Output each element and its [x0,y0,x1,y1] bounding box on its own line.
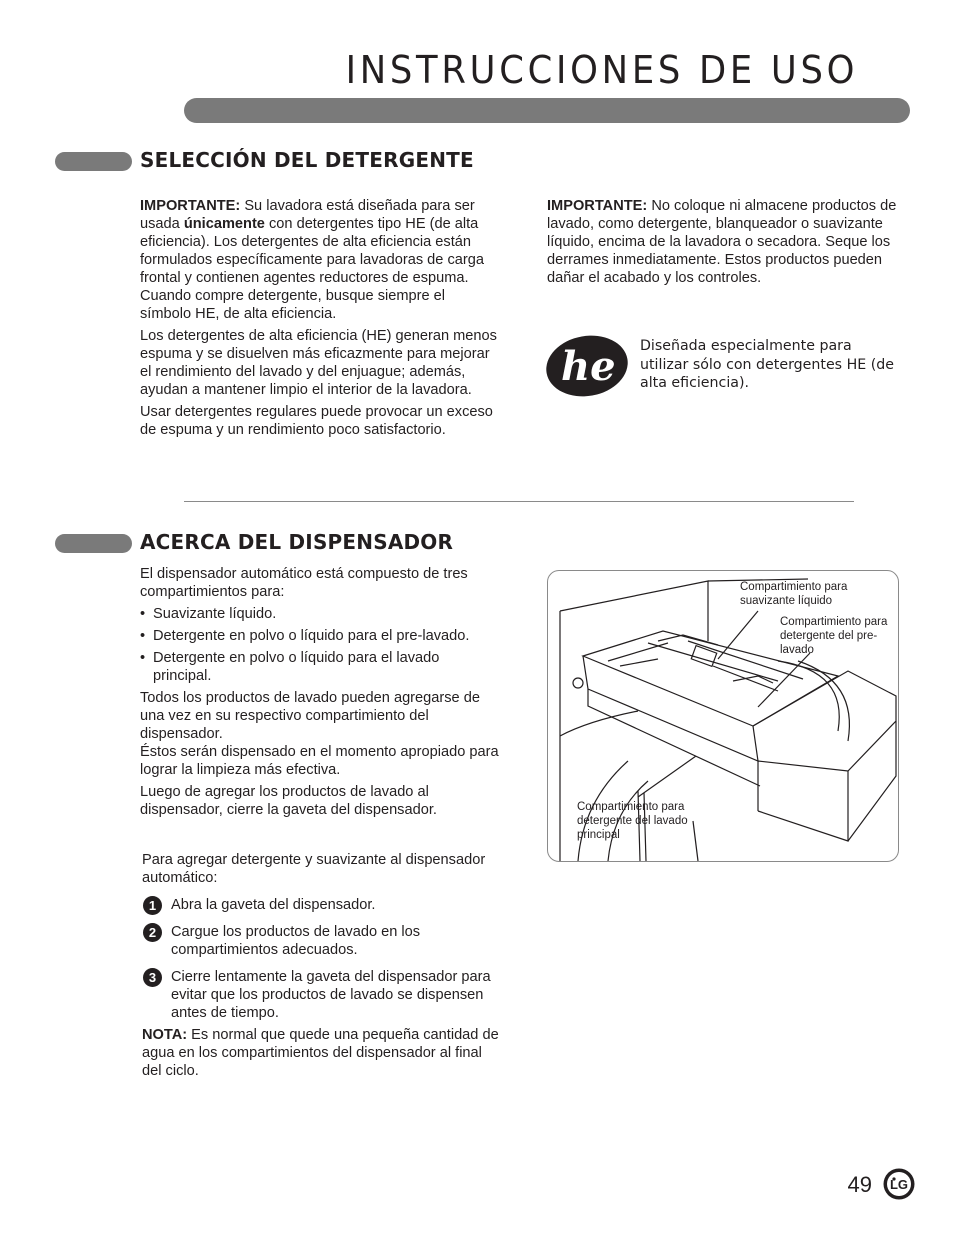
step-number-badge: 2 [143,923,162,942]
section-marker [55,534,132,553]
lg-logo-icon [883,1168,915,1200]
note-paragraph [142,1026,502,1080]
regular-detergent-paragraph: Usar detergentes regulares puede provocar un exceso de espuma y un rendimiento poco satisfactorio. [140,404,493,438]
page-number: 49 [847,1172,872,1197]
header-bar [184,98,910,123]
important-label: IMPORTANTE: [140,198,241,214]
section-heading-dispenser: ACERCA DEL DISPENSADOR [140,530,454,554]
dispenser-paragraph-timing: Éstos serán dispensado en el momento apropiado para lograr la limpieza más efectiva. [140,744,499,778]
dispenser-paragraph-close: Luego de agregar los productos de lavado al dispensador, cierre la gaveta del dispensador. [140,784,437,818]
he-logo-icon [545,333,631,399]
detergent-right-column [547,197,897,291]
he-benefits-paragraph: Los detergentes de alta eficiencia (HE) generan menos espuma y se disuelven más eficazmente para mejorar el rendimiento del lavado y del enjuague; además, ayudan a mantener limpio el interior de la lavadora. [140,328,497,398]
storage-warning-paragraph [547,197,897,287]
important-text-a: Su lavadora está diseñada para ser usada [140,198,475,232]
callout-prewash: Compartimiento para detergente del pre-lavado [780,616,888,656]
callout-softener: Compartimiento para suavizante líquido [740,581,848,607]
he-logo-text: he [561,343,616,390]
step-text: Abra la gaveta del dispensador. [171,897,376,913]
section-marker [55,152,132,171]
step-number-badge: 1 [143,896,162,915]
step-text: Cierre lentamente la gaveta del dispensador para evitar que los productos de lavado se dispensen antes de tiempo. [171,969,491,1021]
step-text: Cargue los productos de lavado en los compartimientos adecuados. [171,924,421,958]
note-label: NOTA: [142,1027,188,1043]
page-title: INSTRUCCIONES DE USO [345,48,858,92]
list-item: • Suavizante líquido. [140,605,500,623]
storage-warning-label: IMPORTANTE: [547,198,648,214]
section-heading-detergent: SELECCIÓN DEL DETERGENTE [140,148,474,172]
steps-intro: Para agregar detergente y suavizante al dispensador automático: [142,852,486,886]
detergent-left-column [140,197,500,443]
dispenser-illustration [547,570,899,862]
important-bold-word: únicamente [183,216,265,232]
list-item: • Detergente en polvo o líquido para el pre-lavado. [140,627,500,645]
dispenser-steps [142,851,502,1084]
lg-logo-text: LG [889,1177,909,1192]
important-text-b: con detergentes tipo HE (de alta eficiencia). Los detergentes de alta eficiencia están formulados específicamente para lavadoras de carga frontal y contienen agentes reductores de espuma. Cuando compre detergente, busque siempre el símbolo HE, de alta eficiencia. [140,216,484,322]
storage-warning-text: No coloque ni almacene productos de lavado, como detergente, blanqueador o suavizante líquido, encima de la lavadora o secadora. Seque los derrames inmediatamente. Estos productos pueden dañar el acabado y los controles. [547,198,897,286]
callout-main-wash: Compartimiento para detergente del lavado principal [577,801,688,841]
dispenser-intro: El dispensador automático está compuesto de tres compartimientos para: [140,566,468,600]
dispenser-text-column [140,565,500,823]
step-item [142,968,502,1022]
step-item [142,923,502,959]
note-text: Es normal que quede una pequeña cantidad de agua en los compartimientos del dispensador al final del ciclo. [142,1027,499,1079]
step-number-badge: 3 [143,968,162,987]
dispenser-paragraph-add: Todos los productos de lavado pueden agregarse de una vez en su respectivo compartimiento del dispensador. [140,690,480,742]
section-divider [184,501,854,502]
list-item: • Detergente en polvo o líquido para el lavado principal. [140,649,500,685]
step-item [142,896,502,914]
he-logo-caption: Diseñada especialmente para utilizar sólo con detergentes HE (de alta eficiencia). [640,338,894,391]
important-paragraph [140,197,500,323]
